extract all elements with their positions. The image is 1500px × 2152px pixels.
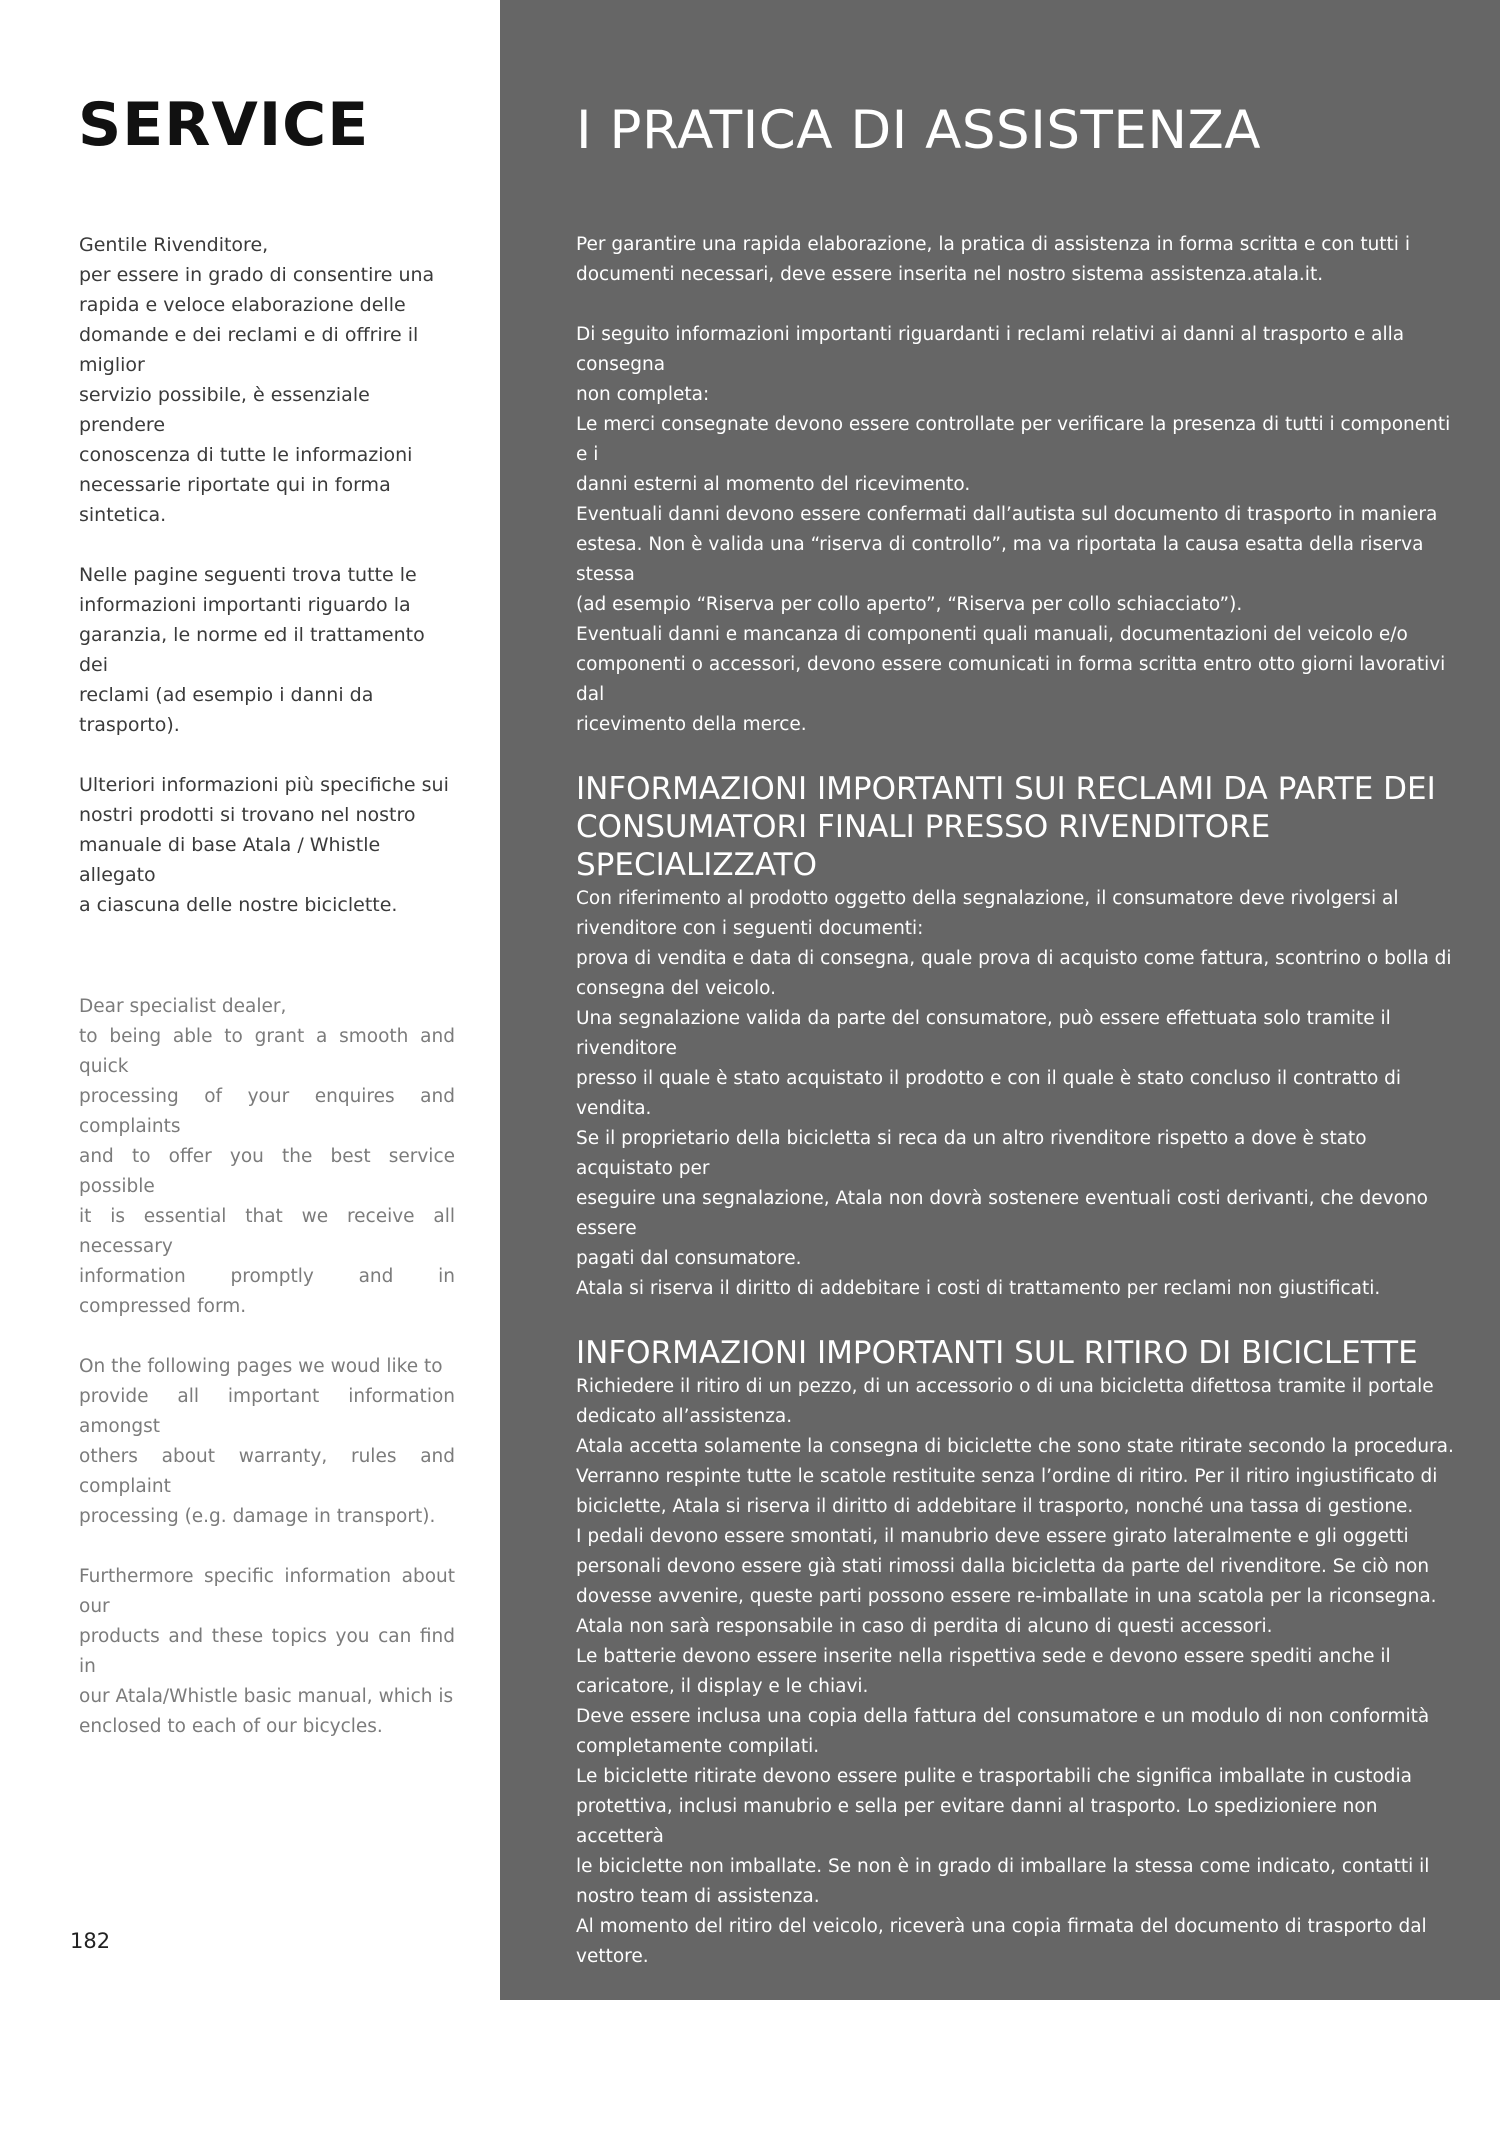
text-line: processing (e.g. damage in transport).	[79, 1506, 436, 1527]
text-line: reclami (ad esempio i danni da trasporto).	[79, 684, 374, 736]
text-line: Le merci consegnate devono essere controllate per verificare la presenza di tutti i componenti e i	[576, 414, 1451, 465]
text-line: garanzia, le norme ed il trattamento dei	[79, 624, 425, 676]
intro-paragraph	[576, 320, 1456, 740]
text-line: biciclette, Atala si riserva il diritto di addebitare il trasporto, nonché una tassa di gestione.	[576, 1496, 1414, 1517]
text-line: and to offer you the best service possible	[79, 1146, 455, 1197]
italian-paragraph	[79, 560, 455, 740]
text-line: presso il quale è stato acquistato il prodotto e con il quale è stato concluso il contratto di vendita.	[576, 1068, 1402, 1119]
text-line: nostri prodotti si trovano nel nostro	[79, 804, 416, 826]
right-body	[576, 230, 1456, 2152]
text-line: caricatore, il display e le chiavi.	[576, 1676, 869, 1697]
text-line: processing of your enquires and complaints	[79, 1086, 455, 1137]
heading-line: INFORMAZIONI IMPORTANTI SUL RITIRO DI BICICLETTE	[576, 1335, 1418, 1371]
text-line: ricevimento della merce.	[576, 714, 807, 735]
text-line: it is essential that we receive all necessary	[79, 1206, 455, 1257]
text-line: personali devono essere già stati rimossi dalla bicicletta da parte del rivenditore. Se ciò non	[576, 1556, 1430, 1577]
text-line: conoscenza di tutte le informazioni	[79, 444, 413, 466]
text-line: rivenditore con i seguenti documenti:	[576, 918, 924, 939]
heading-line: INFORMAZIONI IMPORTANTI SUI RECLAMI DA PARTE DEI	[576, 771, 1436, 807]
left-column	[0, 0, 500, 2000]
text-line: dedicato all’assistenza.	[576, 1406, 793, 1427]
text-line: Se il proprietario della bicicletta si reca da un altro rivenditore rispetto a dove è stato acquistato per	[576, 1128, 1367, 1179]
text-line: eseguire una segnalazione, Atala non dovrà sostenere eventuali costi derivanti, che devono essere	[576, 1188, 1428, 1239]
list-item: - ordine non corretto	[576, 2036, 767, 2057]
heading-line: CONSUMATORI FINALI PRESSO RIVENDITORE	[576, 809, 1271, 845]
text-line: Con riferimento al prodotto oggetto della segnalazione, il consumatore deve rivolgersi al	[576, 888, 1399, 909]
section-reclami-consumatori	[576, 770, 1456, 1304]
text-line: enclosed to each of our bicycles.	[79, 1716, 383, 1737]
text-line: I pedali devono essere smontati, il manubrio deve essere girato lateralmente e gli oggetti	[576, 1526, 1409, 1547]
section-heading	[576, 770, 1456, 884]
text-line: information promptly and in compressed form.	[79, 1266, 455, 1317]
text-line: Verranno respinte tutte le scatole restituite senza l’ordine di ritiro. Per il ritiro ingiustificato di	[576, 1466, 1438, 1487]
section-paragraph	[576, 1372, 1456, 1972]
text-line: Deve essere inclusa una copia della fattura del consumatore e un modulo di non conformità	[576, 1706, 1430, 1727]
page-title-service: SERVICE	[78, 90, 370, 160]
text-line: servizio possibile, è essenziale prendere	[79, 384, 370, 436]
text-line: Le batterie devono essere inserite nella rispettiva sede e devono essere spediti anche il	[576, 1646, 1391, 1667]
text-line: nostro team di assistenza.	[576, 1886, 820, 1907]
text-line: Atala non sarà responsabile in caso di perdita di alcuno di questi accessori.	[576, 1616, 1273, 1637]
english-intro	[79, 992, 455, 1742]
text-line: (ad esempio “Riserva per collo aperto”, “Riserva per collo schiacciato”).	[576, 594, 1243, 615]
text-line: protettiva, inclusi manubrio e sella per evitare danni al trasporto. Lo spedizioniere non accetterà	[576, 1796, 1378, 1847]
rejection-reasons-list	[576, 2002, 1456, 2122]
text-line: Dear specialist dealer,	[79, 996, 287, 1017]
text-line: Al momento del ritiro del veicolo, riceverà una copia firmata del documento di trasporto dal vettore.	[576, 1916, 1427, 1967]
text-line: On the following pages we woud like to	[79, 1356, 443, 1377]
section-ritiro-biciclette	[576, 1334, 1456, 2122]
text-line: Di seguito informazioni importanti riguardanti i reclami relativi ai danni al trasporto e alla consegna	[576, 324, 1405, 375]
section-paragraph	[576, 884, 1456, 1304]
text-line: Atala accetta solamente la consegna di biciclette che sono state ritirate secondo la procedura.	[576, 1436, 1454, 1457]
text-line: completamente compilati.	[576, 1736, 820, 1757]
text-line: Una segnalazione valida da parte del consumatore, può essere effettuata solo tramite il rivenditore	[576, 1008, 1391, 1059]
italian-intro	[79, 230, 455, 920]
text-line: Atala si riserva il diritto di addebitare i costi di trattamento per reclami non giustificati.	[576, 1278, 1381, 1299]
text-line: Nelle pagine seguenti trova tutte le	[79, 564, 417, 586]
text-line: consegna del veicolo.	[576, 978, 777, 999]
text-line: Furthermore specific information about our	[79, 1566, 455, 1617]
heading-line: SPECIALIZZATO	[576, 847, 817, 883]
text-line: manuale di base Atala / Whistle allegato	[79, 834, 381, 886]
english-paragraph	[79, 992, 455, 1322]
text-line: prova di vendita e data di consegna, quale prova di acquisto come fattura, scontrino o bolla di	[576, 948, 1452, 969]
text-line: non completa:	[576, 384, 710, 405]
text-line: danni esterni al momento del ricevimento.	[576, 474, 971, 495]
text-line: Ulteriori informazioni più specifiche sui	[79, 774, 449, 796]
text-line: Eventuali danni e mancanza di componenti quali manuali, documentazioni del veicolo e/o	[576, 624, 1408, 645]
text-line: necessarie riportate qui in forma sintetica.	[79, 474, 391, 526]
text-line: informazioni importanti riguardo la	[79, 594, 411, 616]
text-line: products and these topics you can find in	[79, 1626, 455, 1677]
text-line: provide all important information amongst	[79, 1386, 455, 1437]
list-item: - regolazione del cambio o del freno	[576, 2066, 910, 2087]
text-line: per essere in grado di consentire una	[79, 264, 435, 286]
list-intro: Non accettiamo le seguenti ragioni per il ritiro:	[576, 2006, 1009, 2027]
text-line: Per garantire una rapida elaborazione, la pratica di assistenza in forma scritta e con tutti i	[576, 234, 1410, 255]
text-line: componenti o accessori, devono essere comunicati in forma scritta entro otto giorni lavorativi dal	[576, 654, 1446, 705]
text-line: rapida e veloce elaborazione delle	[79, 294, 406, 316]
text-line: Gentile Rivenditore,	[79, 234, 269, 256]
text-line: documenti necessari, deve essere inserita nel nostro sistema assistenza.atala.it.	[576, 264, 1324, 285]
text-line: estesa. Non è valida una “riserva di controllo”, ma va riportata la causa esatta della riserva stessa	[576, 534, 1424, 585]
text-line: domande e dei reclami e di offrire il miglior	[79, 324, 419, 376]
text-line: le biciclette non imballate. Se non è in grado di imballare la stessa come indicato, contatti il	[576, 1856, 1430, 1877]
intro-paragraph	[576, 230, 1456, 290]
text-line: others about warranty, rules and complaint	[79, 1446, 455, 1497]
text-line: Richiedere il ritiro di un pezzo, di un accessorio o di una bicicletta difettosa tramite il portale	[576, 1376, 1434, 1397]
text-line: to being able to grant a smooth and quick	[79, 1026, 455, 1077]
text-line: a ciascuna delle nostre biciclette.	[79, 894, 398, 916]
english-paragraph	[79, 1352, 455, 1532]
section-title-assistenza: I PRATICA DI ASSISTENZA	[576, 100, 1262, 161]
english-paragraph	[79, 1562, 455, 1742]
italian-paragraph	[79, 230, 455, 530]
text-line: Le biciclette ritirate devono essere pulite e trasportabili che significa imballate in custodia	[576, 1766, 1413, 1787]
page-number: 182	[70, 1929, 111, 1953]
list-item: - centraggio della ruota	[576, 2096, 794, 2117]
italian-paragraph	[79, 770, 455, 920]
left-body	[79, 230, 455, 1772]
text-line: our Atala/Whistle basic manual, which is	[79, 1686, 454, 1707]
section-heading	[576, 1334, 1456, 1372]
text-line: pagati dal consumatore.	[576, 1248, 802, 1269]
text-line: dovesse avvenire, queste parti possono essere re-imballate in una scatola per la riconsegna.	[576, 1586, 1437, 1607]
text-line: Eventuali danni devono essere confermati dall’autista sul documento di trasporto in maniera	[576, 504, 1438, 525]
